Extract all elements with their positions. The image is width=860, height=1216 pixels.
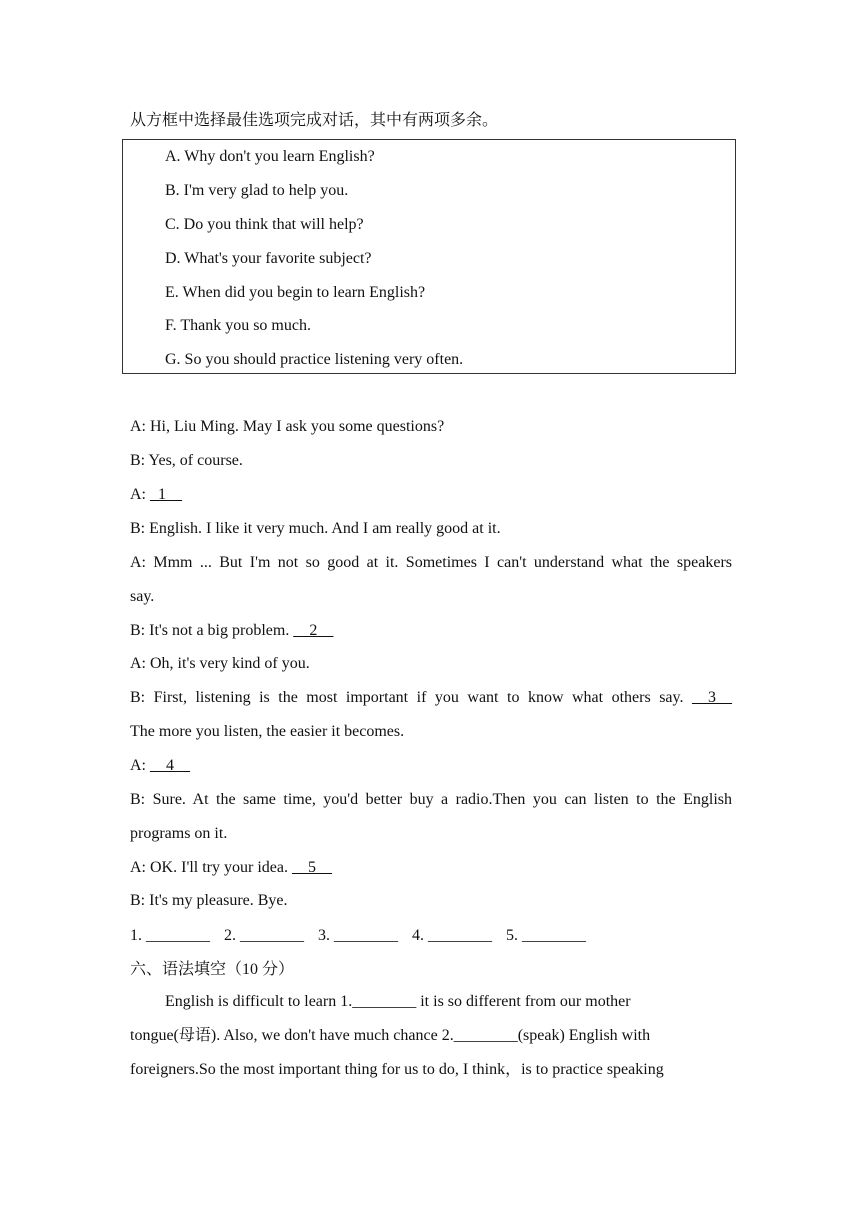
- dialogue-text: A: OK. I'll try your idea.: [130, 859, 292, 876]
- answer-blank-4[interactable]: 4. ________: [412, 927, 492, 944]
- dialogue-speaker: A:: [130, 486, 150, 503]
- section-6-heading: 六、语法填空（10 分）: [130, 961, 295, 978]
- instruction-text: 从方框中选择最佳选项完成对话，其中有两项多余。: [130, 112, 499, 129]
- dialogue-line-3: [130, 484, 182, 506]
- option-e: E. When did you begin to learn English?: [165, 284, 426, 301]
- dialogue-text: B: It's not a big problem.: [130, 622, 294, 639]
- blank-3[interactable]: __3__: [692, 689, 732, 706]
- dialogue-line-15: B: It's my pleasure. Bye.: [130, 892, 288, 909]
- passage-line-1: English is difficult to learn 1.________ it is so different from our mother: [165, 993, 631, 1010]
- passage-line-2: tongue(母语). Also, we don't have much chance 2.________(speak) English with: [130, 1027, 651, 1044]
- option-a: A. Why don't you learn English?: [165, 148, 375, 165]
- answer-blank-1[interactable]: 1. ________: [130, 927, 210, 944]
- dialogue-line-11: [130, 755, 190, 777]
- dialogue-line-10: The more you listen, the easier it becomes.: [130, 723, 405, 740]
- answer-row: [130, 925, 600, 947]
- dialogue-line-9: [130, 687, 732, 709]
- dialogue-line-13: programs on it.: [130, 825, 228, 842]
- answer-blank-3[interactable]: 3. ________: [318, 927, 398, 944]
- dialogue-line-12: B: Sure. At the same time, you'd better buy a radio.Then you can listen to the English: [130, 791, 732, 808]
- dialogue-line-6: say.: [130, 588, 155, 605]
- answer-blank-5[interactable]: 5. ________: [506, 927, 586, 944]
- dialogue-line-2: B: Yes, of course.: [130, 452, 243, 469]
- option-d: D. What's your favorite subject?: [165, 250, 372, 267]
- dialogue-line-1: A: Hi, Liu Ming. May I ask you some questions?: [130, 418, 445, 435]
- dialogue-line-8: A: Oh, it's very kind of you.: [130, 655, 310, 672]
- option-g: G. So you should practice listening very often.: [165, 351, 464, 368]
- option-c: C. Do you think that will help?: [165, 216, 364, 233]
- blank-2[interactable]: __2__: [293, 622, 334, 639]
- dialogue-line-14: [130, 857, 332, 879]
- blank-4[interactable]: __4__: [150, 757, 190, 774]
- option-f: F. Thank you so much.: [165, 317, 311, 334]
- passage-line-3: foreigners.So the most important thing for us to do, I think，is to practice speaking: [130, 1061, 664, 1078]
- dialogue-text: B: First, listening is the most important if you want to know what others say.: [130, 689, 692, 706]
- answer-blank-2[interactable]: 2. ________: [224, 927, 304, 944]
- dialogue-speaker: A:: [130, 757, 150, 774]
- blank-1[interactable]: _1__: [150, 486, 182, 503]
- dialogue-line-7: [130, 620, 333, 642]
- blank-5[interactable]: __5__: [291, 859, 332, 876]
- options-box: [122, 139, 736, 374]
- option-b: B. I'm very glad to help you.: [165, 182, 349, 199]
- dialogue-line-5: A: Mmm ... But I'm not so good at it. Sometimes I can't understand what the speakers: [130, 554, 732, 571]
- dialogue-line-4: B: English. I like it very much. And I am really good at it.: [130, 520, 501, 537]
